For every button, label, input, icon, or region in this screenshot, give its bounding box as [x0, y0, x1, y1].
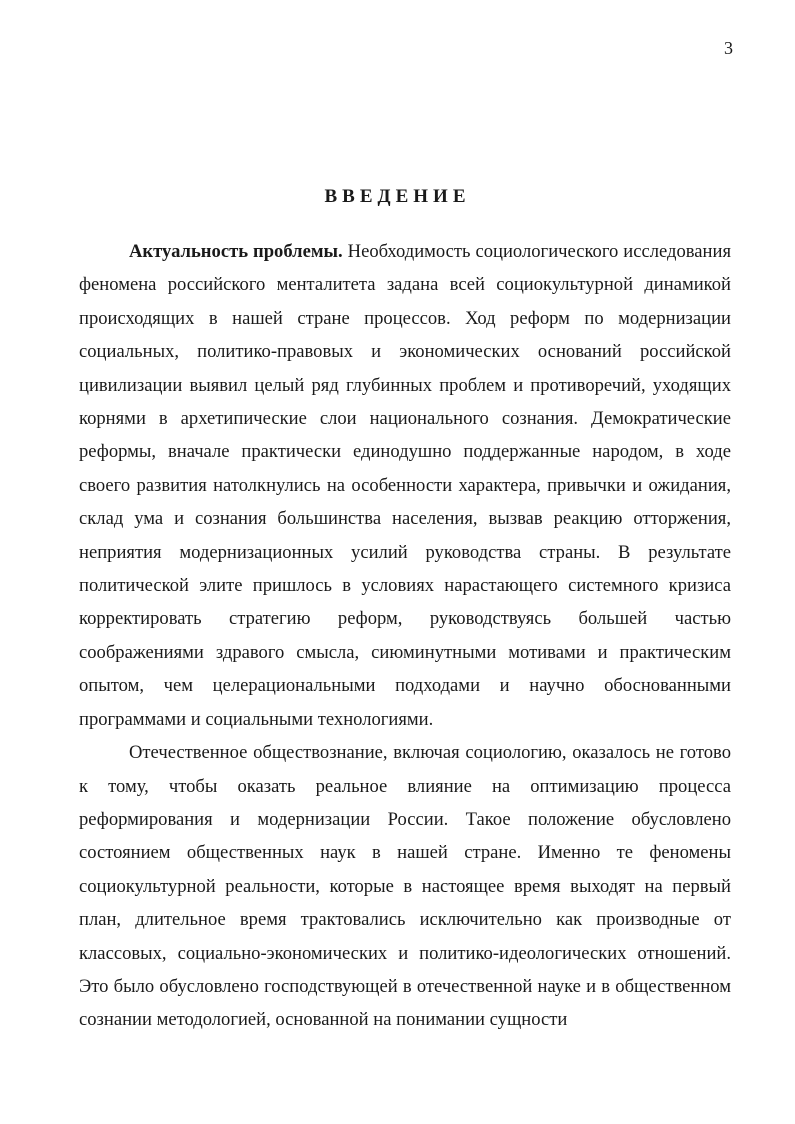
paragraph-text: Необходимость социологического исследования феномена российского менталитета задана всей социокультурной динамикой происходящих в нашей стране процессов. Ход реформ по модернизации социальных, политико-правовых и экономических оснований российской цивилизации выявил целый ряд глубинных проблем и противоречий, уходящих корнями в архетипические слои национального сознания. Демократические реформы, вначале практически единодушно поддержанные народом, в ходе своего развития натолкнулись на особенности характера, привычки и ожидания, склад ума и сознания большинства населения, вызвав реакцию отторжения, неприятия модернизационных усилий руководства страны. В результате политической элите пришлось в условиях нарастающего системного кризиса корректировать стратегию реформ, руководствуясь большей частью соображениями здравого смысла, сиюминутными мотивами и практическим опытом, чем целерациональными подходами и научно обоснованными программами и социальными технологиями.	[79, 241, 731, 730]
paragraph-text: Отечественное обществознание, включая социологию, оказалось не готово к тому, чтобы оказать реальное влияние на оптимизацию процесса реформирования и модернизации России. Такое положение обусловлено состоянием общественных наук в нашей стране. Именно те феномены социокультурной реальности, которые в настоящее время выходят на первый план, длительное время трактовались исключительно как производные от классовых, социально-экономических и политико-идеологических отношений. Это было обусловлено господствующей в отечественной науке и в общественном сознании методологией, основанной на понимании сущности	[79, 742, 731, 1031]
paragraph-social-science	[79, 736, 731, 1037]
paragraph-lead: Актуальность проблемы.	[129, 241, 343, 262]
page-number: 3	[724, 38, 733, 58]
paragraph-relevance	[79, 235, 731, 736]
section-heading: ВВЕДЕНИЕ	[324, 186, 471, 207]
body-text	[79, 235, 731, 1037]
